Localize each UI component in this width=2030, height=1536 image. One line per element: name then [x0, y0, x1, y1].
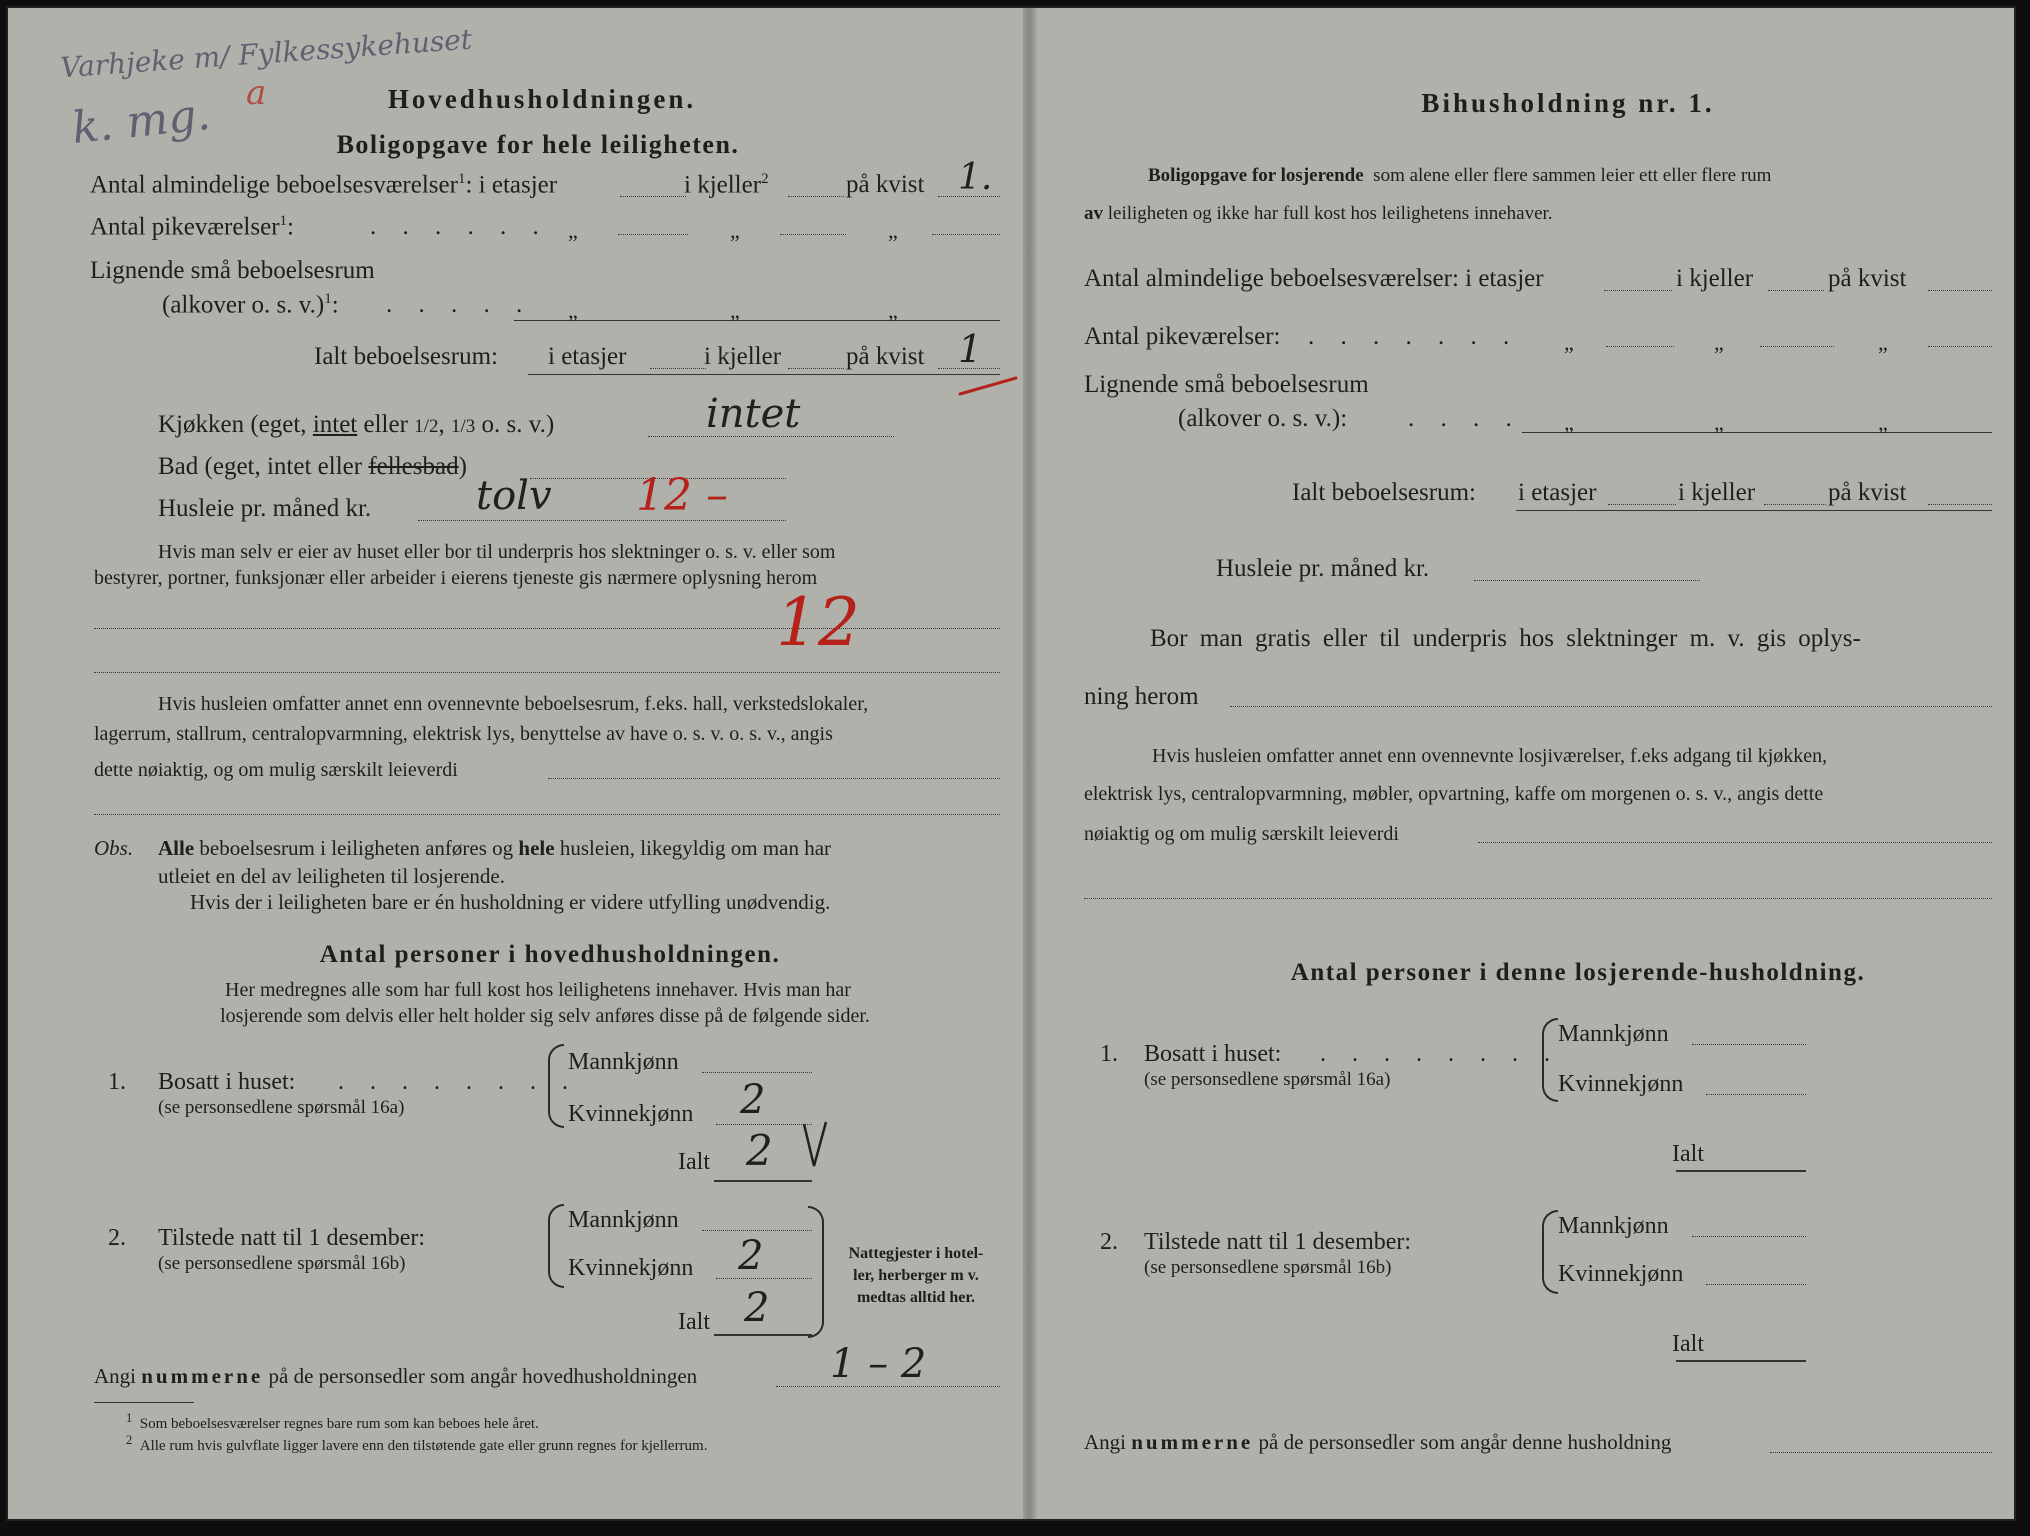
- brace: [1542, 1210, 1558, 1294]
- mann-field[interactable]: [702, 1230, 812, 1231]
- left-subtitle: Boligopgave for hele leiligheten.: [336, 130, 740, 159]
- ialt-field[interactable]: [714, 1334, 812, 1336]
- hw-kjokken: intet: [706, 391, 801, 437]
- mann-field[interactable]: [1692, 1236, 1806, 1237]
- eier-line-2[interactable]: [94, 672, 1000, 673]
- hw-kvist-value: 1.: [958, 157, 993, 198]
- row-label: Antal almindelige beboelsesværelser: [90, 171, 458, 199]
- hw-kvinne-1: 2: [740, 1077, 766, 1123]
- pencil-note-institution: Varhjeke m/ Fylkessykehuset: [59, 22, 474, 85]
- kjeller-field[interactable]: [788, 196, 844, 197]
- brace-right: [808, 1206, 824, 1338]
- leieverdi-line-2[interactable]: [94, 814, 1000, 815]
- hw-red-12: 12: [776, 584, 860, 661]
- mann-field[interactable]: [702, 1072, 812, 1073]
- mann-field[interactable]: [1692, 1044, 1806, 1045]
- eier-line-1[interactable]: [94, 628, 1000, 629]
- hw-husleie-red: 12 –: [636, 470, 728, 521]
- ialt-field[interactable]: [714, 1180, 812, 1182]
- left-antal-title: Antal personer i hovedhusholdningen.: [319, 941, 781, 968]
- etasjer-field[interactable]: [620, 196, 686, 197]
- husleie-field[interactable]: [1474, 580, 1700, 581]
- hw-ialt-2: 2: [744, 1285, 770, 1331]
- hw-kvinne-2: 2: [738, 1233, 764, 1279]
- sum-line: [514, 320, 1000, 321]
- husleie-field[interactable]: [418, 520, 786, 521]
- hw-nummere: 1 – 2: [830, 1341, 927, 1387]
- kvist-field[interactable]: [1928, 504, 1992, 505]
- brace: [548, 1044, 564, 1128]
- left-title: Hovedhusholdningen.: [387, 84, 697, 114]
- bor-field[interactable]: [1230, 706, 1992, 707]
- field[interactable]: [618, 234, 688, 235]
- kvinne-field[interactable]: [1706, 1094, 1806, 1095]
- page-fold: [1023, 8, 1037, 1519]
- brace: [548, 1204, 564, 1288]
- census-form-sheet: Varhjeke m/ Fylkessykehuset k. mg. a Hovedhusholdningen. Boligopgave for hele leiligheten. Antal almindelige beboelsesværelser$^1$: i etasjer i kjeller$^2$ på kvist 1. Antal pikeværelser$^1$: . . . . . . „ „ „ Lignende små beboelsesrum (alkover o. s. v.)$^1$: . . . . . „ „ „ Ialt beboelsesrum: i etasjer i kjeller på kvist 1 Kjøkken (eget, intet eller 1/2, 1/3 o. s. v.) intet Bad (eget, intet eller fellesbad) Husleie pr. måned kr. tolv 12 – Hvis man selv er eier av huset eller bor til underpris hos slektninger o. s. v. eller som bestyrer, portner, funksjonær eller arbeider i eierens tjeneste gis nærmere oplysning herom 12 Hvis husleien omfatter annet enn ovennevnte beboelsesrum, f.eks. hall, verkstedslokaler, lagerrum, stallrum, centralopvarmning, elektrisk lys, benyttelse av have o. s. v. o. s. v., angis dette nøiaktig, og om mulig særskilt leieverdi Obs. Alle beboelsesrum i leiligheten anføres og hele husleien, likegyldig om man har utleiet en del av leiligheten til losjerende. Hvis der i leiligheten bare er én husholdning er videre utfylling unødvendig. Antal personer i hovedhusholdningen. Her medregnes alle som har full kost hos leilighetens innehaver. Hvis man har losjerende som delvis eller helt holder sig selv anføres disse på de følgende sider. 1. Bosatt i huset: . . . . . . . . (se personsedlene spørsmål 16a) Mannkjønn Kvinnekjønn 2 Ialt 2 2. Tilstede natt til 1 desember: (se personsedlene spørsmål 16b) Mannkjønn Kvinnekjønn 2 Ialt 2 Nattegjester i hotel- ler, herberger m v. medtas alltid her. Angi nummerne på de personsedler som angår hovedhusholdningen 1 – 2 $^1$ Som beboelsesværelser regnes bare rum som kan beboes hele året. $^2$ Alle rum hvis gulvflate ligger lavere enn den tilstøtende gate eller grunn regnes for kjellerrum. Bihusholdning nr. 1. Boligopgave for losjerende som alene eller flere sammen leier ett eller flere rum av leiligheten og ikke har full kost hos leilighetens innehaver. Antal almindelige beboelsesværelser: i etasjer i kjeller på kvist Antal pikeværelser: . . . . . . . „ „ „ Lignende små beboelsesrum (alkover o. s. v.): . . . . „ „ „ Ialt beboelsesrum: i etasjer i kjeller på kvist Husleie pr. måned kr. Bor man gratis eller til underpris hos slektninger m. v. gis oplys- ning herom Hvis husleien omfatter annet enn ovennevnte losjiværelser, f.eks adgang til kjøkken, elektrisk lys, centralopvarmning, møbler, opvartning, kaffe om morgenen o. s. v., angis dette nøiaktig og om mulig særskilt leieverdi Antal personer i denne losjerende-husholdning. 1. Bosatt i huset: . . . . . . . . (se personsedlene spørsmål 16a) Mannkjønn Kvinnekjønn Ialt 2. Tilstede natt til 1 desember: (se personsedlene spørsmål 16b) Mannkjønn Kvinnekjønn Ialt Angi nummerne på de personsedler som angår denne husholdning: [6, 6, 2016, 1521]
- field[interactable]: [932, 234, 1000, 235]
- kjeller-field[interactable]: [1764, 504, 1826, 505]
- etasjer-field[interactable]: [1604, 290, 1672, 291]
- nummere-field[interactable]: [1770, 1452, 1992, 1453]
- pencil-note-code: k. mg.: [69, 88, 213, 155]
- etasjer-field[interactable]: [1608, 504, 1676, 505]
- red-strike: [956, 372, 1020, 400]
- leieverdi-field[interactable]: [1478, 842, 1992, 843]
- check-mark: [800, 1120, 830, 1172]
- kvinne-field[interactable]: [716, 1278, 812, 1279]
- kvist-field[interactable]: [1928, 290, 1992, 291]
- footnote-rule: [94, 1402, 194, 1403]
- kjeller-field[interactable]: [788, 368, 844, 369]
- kvinne-field[interactable]: [716, 1124, 812, 1125]
- hw-ialt-1: 2: [746, 1126, 773, 1175]
- hw-ialt-kvist: 1: [958, 327, 983, 371]
- right-title: Bihusholdning nr. 1.: [1421, 88, 1715, 118]
- kjeller-field[interactable]: [1768, 290, 1824, 291]
- field[interactable]: [1928, 346, 1992, 347]
- ialt-underline: [528, 374, 1000, 375]
- ialt-underline: [1516, 510, 1992, 511]
- leieverdi-field[interactable]: [548, 778, 1000, 779]
- leieverdi-line-2[interactable]: [1084, 898, 1992, 899]
- right-antal-title: Antal personer i denne losjerende-husholdning.: [1290, 959, 1866, 986]
- sum-line: [1522, 432, 1992, 433]
- kvinne-field[interactable]: [1706, 1284, 1806, 1285]
- ialt-field[interactable]: [1676, 1170, 1806, 1172]
- field[interactable]: [780, 234, 846, 235]
- ialt-field[interactable]: [1676, 1360, 1806, 1362]
- hw-husleie: tolv: [476, 473, 552, 519]
- field[interactable]: [1606, 346, 1674, 347]
- red-mark: a: [246, 73, 267, 113]
- field[interactable]: [1760, 346, 1834, 347]
- etasjer-field[interactable]: [650, 368, 706, 369]
- brace: [1542, 1018, 1558, 1102]
